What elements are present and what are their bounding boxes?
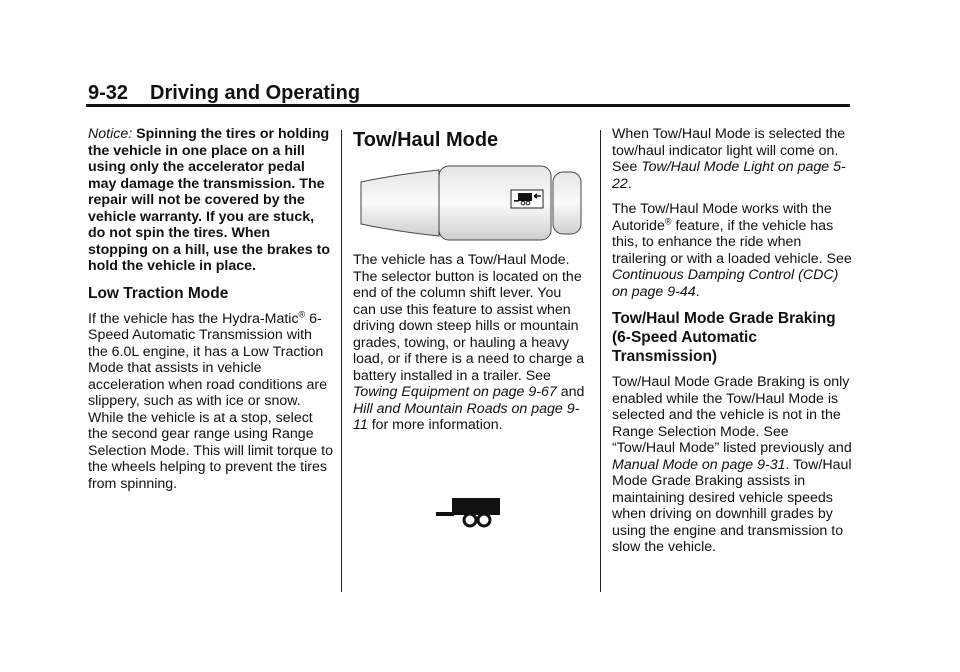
autoride-text-start: The Tow/Haul Mode works with the Autoride <box>612 201 832 234</box>
grade-braking-heading: Tow/Haul Mode Grade Braking (6-Speed Automatic Transmission) <box>612 310 836 365</box>
tow-haul-text-end: for more information. <box>371 417 503 433</box>
registered-mark: ® <box>298 308 306 319</box>
notice-paragraph <box>88 126 333 275</box>
ref-towing-equipment[interactable]: Towing Equipment on page 9-67 <box>353 384 557 400</box>
notice-label: Notice: <box>88 126 133 142</box>
header-rule <box>86 104 850 107</box>
column-divider-1 <box>341 130 342 592</box>
tow-haul-text: The vehicle has a Tow/Haul Mode. The selector button is located on the end of the column shift lever. You can use this feature to assist when driving down steep hills or mountain grades, towing, or hauling a heavy load, or if there is a need to charge a battery installed in a trailer. See <box>353 252 585 384</box>
ref-manual-mode[interactable]: Manual Mode on page 9-31 <box>612 456 786 473</box>
period: . <box>627 175 632 192</box>
page-number: 9-32 <box>88 82 129 104</box>
and-text: and <box>560 384 585 400</box>
notice-text: Spinning the tires or holding the vehicle in one place on a hill using only the accelerator pedal may damage the transmission. The repair will not be covered by the vehicle warranty. If you are stuck, do not spin the tires. When stopping on a hill, use the brakes to hold the vehicle in place. <box>88 126 331 274</box>
grade-braking-text-start: Tow/Haul Mode Grade Braking is only enabled while the Tow/Haul Mode is selected and the vehicle is not in the Range Selection Mode. See “Tow/Haul Mode” listed previously and <box>612 374 852 456</box>
indicator-paragraph <box>612 126 852 192</box>
tow-haul-indicator-icon <box>434 498 502 530</box>
column-1 <box>88 126 333 501</box>
period: . <box>695 283 700 300</box>
low-traction-text-start: If the vehicle has the Hydra-Matic <box>88 310 299 327</box>
section-title: Driving and Operating <box>150 82 361 104</box>
page-header <box>88 82 360 105</box>
tow-haul-paragraph <box>353 252 585 434</box>
ref-cdc[interactable]: Continuous Damping Control (CDC) on page 9-44 <box>612 267 839 300</box>
low-traction-paragraph <box>88 308 333 493</box>
autoride-paragraph <box>612 201 852 300</box>
ref-hill-mountain-roads[interactable]: Hill and Mountain Roads on page 9-11 <box>353 400 580 433</box>
grade-braking-text-rest: . Tow/Haul Mode Grade Braking assists in maintaining desired vehicle speeds when driving on downhill grades by using the engine and transmission to slow the vehicle. <box>612 456 852 555</box>
autoride-text-mid: feature, if the vehicle has this, to enhance the ride when trailering or with a loaded vehicle. See <box>612 217 852 267</box>
low-traction-heading: Low Traction Mode <box>88 284 229 302</box>
indicator-text: When Tow/Haul Mode is selected the tow/haul indicator light will come on. See <box>612 126 846 175</box>
registered-mark: ® <box>664 215 672 226</box>
ref-tow-haul-light[interactable]: Tow/Haul Mode Light on page 5-22 <box>612 159 846 192</box>
column-2 <box>353 126 585 443</box>
column-divider-2 <box>600 130 601 592</box>
low-traction-text-rest: 6-Speed Automatic Transmission with the 6.0L engine, it has a Low Traction Mode that assists in vehicle acceleration when road conditions are slippery, such as with ice or snow. While the vehicle is at a stop, select the second gear range using Range Selection Mode. This will limit torque to the wheels helping to prevent the tires from spinning. <box>88 310 333 492</box>
grade-braking-paragraph <box>612 374 852 556</box>
tow-haul-button-icon <box>511 190 543 208</box>
tow-haul-heading: Tow/Haul Mode <box>353 129 499 151</box>
column-3 <box>612 126 852 565</box>
shift-lever-illustration <box>359 162 584 244</box>
